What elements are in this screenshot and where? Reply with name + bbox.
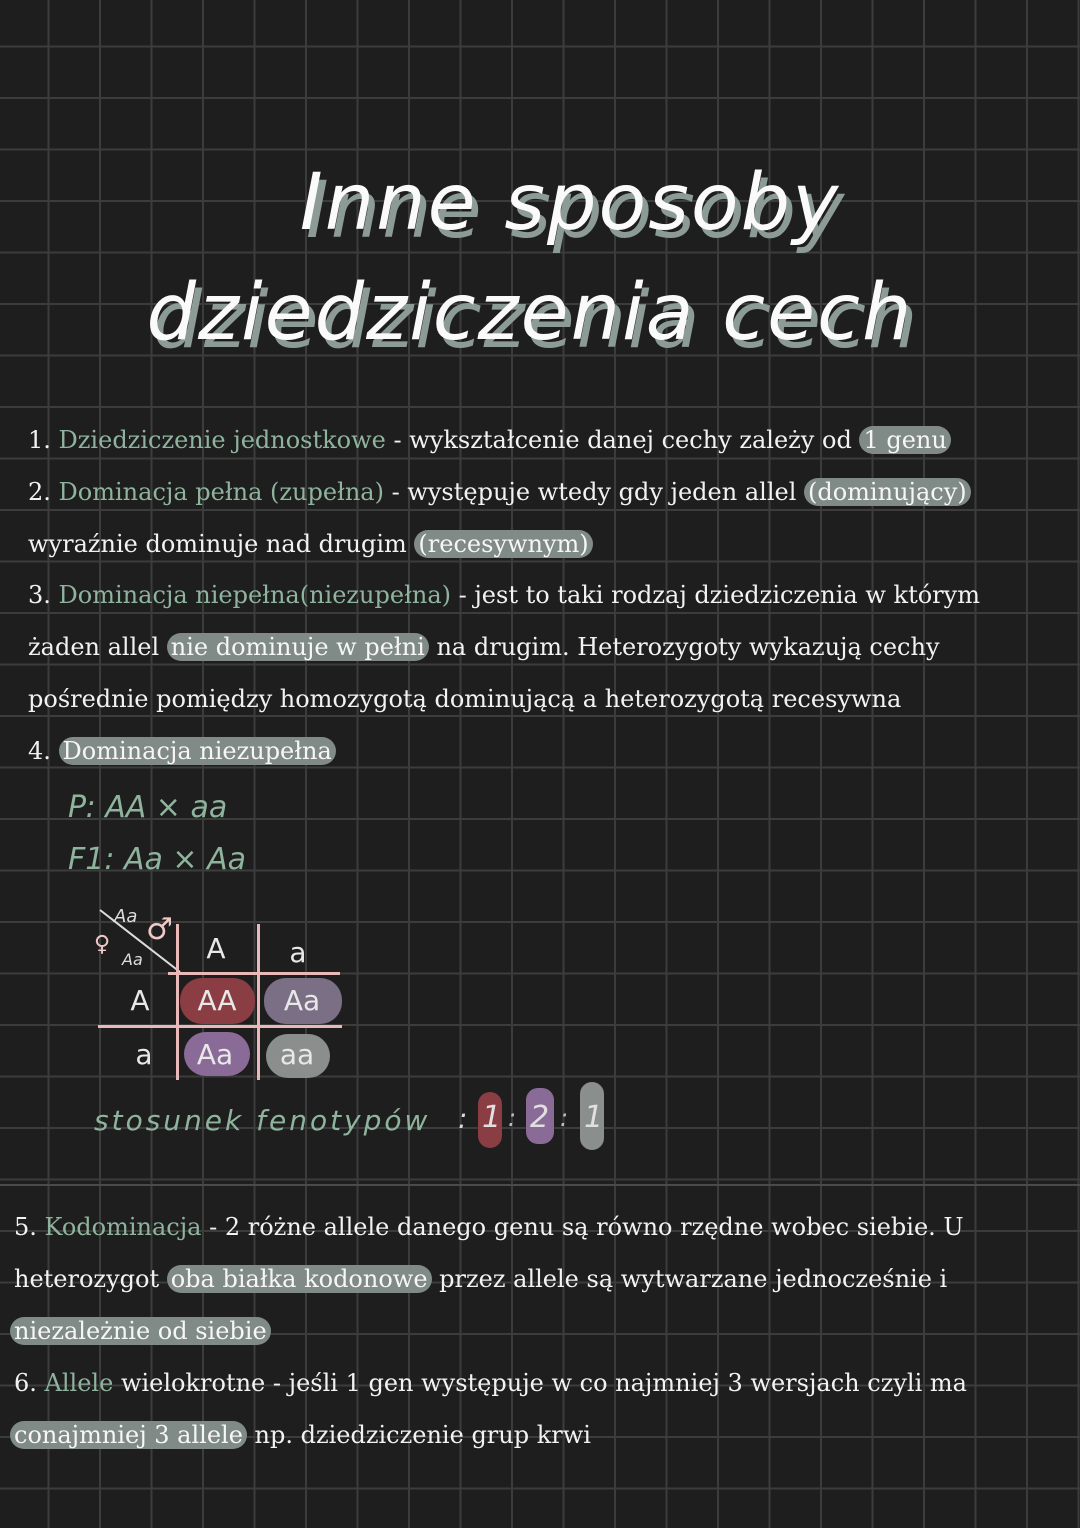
ratio-separator-1: : <box>508 1104 517 1132</box>
item-text: na drugim. Heterozygoty wykazują cechy <box>428 633 940 661</box>
corner-top-genotype: Aa <box>114 906 138 927</box>
item-2 <box>28 477 971 507</box>
item-text: - 2 różne allele danego genu są równo rzędne wobec siebie. U <box>201 1213 964 1241</box>
item-term: Kodominacja <box>44 1213 202 1241</box>
col-header-a: a <box>289 936 307 969</box>
item-6-continuation <box>10 1420 591 1450</box>
row-header-A: A <box>130 984 150 1017</box>
item-term: Dominacja pełna (zupełna) <box>58 478 384 506</box>
item-term: Allele <box>44 1369 114 1397</box>
item-text: - występuje wtedy gdy jeden allel <box>383 478 804 506</box>
item-highlight: (dominujący) <box>804 478 971 506</box>
corner-bottom-genotype: Aa <box>122 950 143 969</box>
item-6 <box>14 1368 967 1398</box>
item-term: Dominacja niepełna(niezupełna) <box>58 581 451 609</box>
cell-AA: AA <box>197 984 237 1017</box>
item-2-continuation <box>28 529 593 559</box>
item-number: 3. <box>28 581 51 609</box>
grid-line-v2 <box>257 924 260 1080</box>
item-3-continuation-2: pośrednie pomiędzy homozygotą dominującą a heterozygotą recesywna <box>28 685 902 713</box>
ratio-value-2: 2 <box>530 1100 550 1135</box>
item-text: wielokrotne - jeśli 1 gen występuje w co najmniej 3 wersjach czyli ma <box>113 1369 967 1397</box>
item-highlight: (recesywnym) <box>414 530 592 558</box>
item-1 <box>28 425 951 455</box>
item-text: - wykształcenie danej cechy zależy od <box>385 426 860 454</box>
item-text: - jest to taki rodzaj dziedziczenia w którym <box>450 581 980 609</box>
item-highlight: nie dominuje w pełni <box>167 633 429 661</box>
item-highlight: conajmniej 3 allele <box>10 1421 247 1449</box>
item-5 <box>14 1212 964 1242</box>
ratio-separator-2: : <box>560 1104 569 1132</box>
grid-line-h1 <box>168 972 340 975</box>
item-highlight: niezależnie od siebie <box>10 1317 271 1345</box>
item-text: heterozygot <box>14 1265 167 1293</box>
item-5-continuation-2 <box>10 1316 271 1346</box>
title-line-1: Inne sposoby <box>299 158 841 248</box>
parental-cross: P: AA × aa <box>68 790 228 825</box>
male-symbol-icon: ♂ <box>146 912 173 947</box>
item-number: 5. <box>14 1213 37 1241</box>
grid-line-h2 <box>98 1025 342 1028</box>
cell-Aa-top: Aa <box>283 984 321 1017</box>
ratio-colon: : <box>458 1102 468 1135</box>
item-text: np. dziedziczenie grup krwi <box>246 1421 591 1449</box>
item-3-continuation <box>28 632 940 662</box>
item-highlight: Dominacja niezupełna <box>59 737 336 765</box>
item-3 <box>28 580 980 610</box>
item-term: Dziedziczenie jednostkowe <box>58 426 386 454</box>
item-number: 6. <box>14 1369 37 1397</box>
cell-Aa-bottom: Aa <box>196 1038 234 1071</box>
cell-aa: aa <box>279 1038 315 1071</box>
section-divider <box>0 1184 1080 1186</box>
item-5-continuation <box>14 1264 947 1294</box>
item-4 <box>28 736 336 766</box>
grid-line-v1 <box>176 924 179 1080</box>
ratio-value-1: 1 <box>482 1100 502 1135</box>
item-number: 2. <box>28 478 51 506</box>
ratio-value-3: 1 <box>584 1100 604 1135</box>
item-text: żaden allel <box>28 633 167 661</box>
f1-cross: F1: Aa × Aa <box>68 842 247 877</box>
title-line-2: dziedziczenia cech <box>146 268 914 358</box>
item-number: 4. <box>28 737 51 765</box>
item-text: wyraźnie dominuje nad drugim <box>28 530 415 558</box>
col-header-A: A <box>206 932 226 965</box>
ratio-label: stosunek fenotypów <box>94 1104 431 1137</box>
item-highlight: oba białka kodonowe <box>167 1265 432 1293</box>
item-highlight: 1 genu <box>859 426 950 454</box>
female-symbol-icon: ♀ <box>94 932 111 957</box>
item-text: przez allele są wytwarzane jednocześnie i <box>431 1265 948 1293</box>
item-number: 1. <box>28 426 51 454</box>
row-header-a: a <box>135 1038 153 1071</box>
